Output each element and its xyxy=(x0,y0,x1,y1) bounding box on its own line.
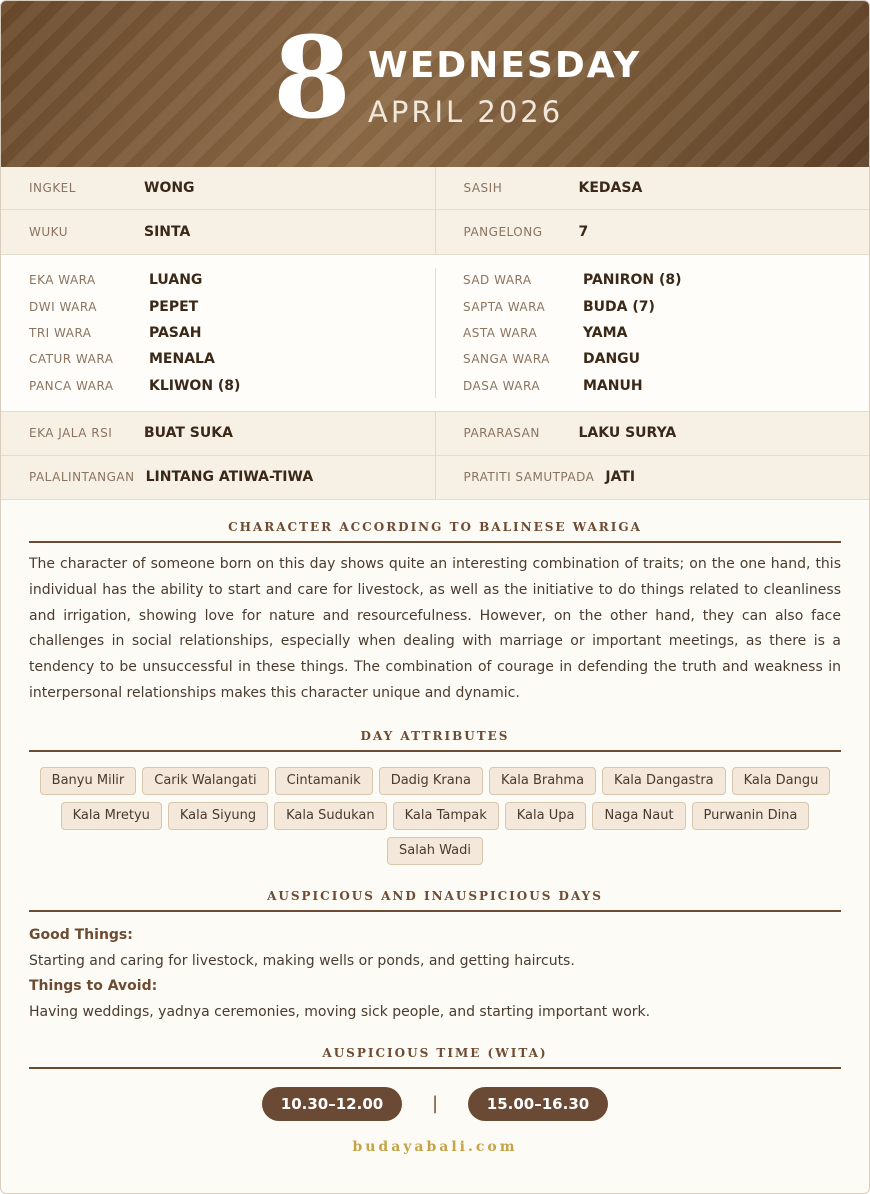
info-key: EKA JALA RSI xyxy=(29,426,113,441)
wara-key: SANGA WARA xyxy=(463,352,550,367)
attribute-chip: Banyu Milir xyxy=(40,767,137,795)
info-key: PRATITI SAMUTPADA xyxy=(463,470,595,485)
wara-value: PEPET xyxy=(149,298,199,315)
info-key: PALALINTANGAN xyxy=(29,470,135,485)
wara-value: BUDA (7) xyxy=(583,298,655,315)
wara-item xyxy=(435,293,869,319)
info-row-ekajala-pararasan xyxy=(1,412,869,456)
attribute-chip: Kala Sudukan xyxy=(274,802,386,830)
info-cell-eka-jala-rsi xyxy=(1,412,435,455)
info-key: PARARASAN xyxy=(463,426,540,441)
wara-item xyxy=(435,346,869,372)
info-key: PANGELONG xyxy=(463,225,543,239)
auspicious-section-title: AUSPICIOUS AND INAUSPICIOUS DAYS xyxy=(29,889,841,912)
attribute-chip: Kala Dangastra xyxy=(602,767,726,795)
wara-item xyxy=(1,293,435,319)
attribute-chip: Dadig Krana xyxy=(379,767,483,795)
character-text: The character of someone born on this day shows quite an interesting combination of traits; on the one hand, this individual has the ability to start and care for livestock, as well as the initiative to do things related to cleanliness and irrigation, showing love for nature and resourcefulness. However, on the other hand, they can also face challenges in social relationships, especially when dealing with marriage or important meetings, as there is a tendency to be unsuccessful in these things. The combination of courage in defending the truth and weakness in interpersonal relationships makes this character unique and dynamic. xyxy=(29,555,841,701)
wara-key: DASA WARA xyxy=(463,378,541,393)
attribute-chip: Carik Walangati xyxy=(142,767,268,795)
time-slots xyxy=(1,1087,869,1121)
info-value: BUAT SUKA xyxy=(144,425,233,442)
wara-key: ASTA WARA xyxy=(463,325,538,340)
wara-key: CATUR WARA xyxy=(29,352,114,367)
wara-divider xyxy=(435,268,436,398)
attribute-chip: Naga Naut xyxy=(592,802,685,830)
attribute-chip: Cintamanik xyxy=(275,767,373,795)
wara-value: PASAH xyxy=(149,324,202,341)
attribute-chip: Kala Upa xyxy=(505,802,587,830)
time-slot-pill: 15.00–16.30 xyxy=(468,1087,608,1121)
info-cell-sasih xyxy=(435,167,870,209)
wara-right-column xyxy=(435,267,869,399)
info-row-ingkel-sasih xyxy=(1,167,869,210)
wara-value: LUANG xyxy=(149,272,203,289)
wara-key: PANCA WARA xyxy=(29,378,114,393)
wara-item xyxy=(1,267,435,293)
wara-item xyxy=(435,373,869,399)
info-cell-pararasan xyxy=(435,412,870,455)
info-value: SINTA xyxy=(144,224,191,240)
wara-item xyxy=(1,346,435,372)
wara-value: DANGU xyxy=(583,351,641,368)
info-value: LAKU SURYA xyxy=(578,425,677,442)
info-cell-palalintangan xyxy=(1,456,435,499)
info-value: 7 xyxy=(578,224,589,240)
day-name: WEDNESDAY xyxy=(368,45,642,86)
good-things-text: Starting and caring for livestock, making wells or ponds, and getting haircuts. xyxy=(29,952,575,969)
time-slot-pill: 10.30–12.00 xyxy=(262,1087,402,1121)
info-key: SASIH xyxy=(463,181,503,195)
wara-key: SAD WARA xyxy=(463,273,532,288)
info-row-wuku-pangelong xyxy=(1,210,869,255)
things-to-avoid-label: Things to Avoid: xyxy=(29,978,158,995)
month-year: APRIL 2026 xyxy=(368,95,564,129)
wara-key: DWI WARA xyxy=(29,299,97,314)
info-value: LINTANG ATIWA-TIWA xyxy=(145,469,314,486)
info-key: INGKEL xyxy=(29,181,76,195)
wara-key: EKA WARA xyxy=(29,273,96,288)
attribute-chip: Salah Wadi xyxy=(387,837,483,865)
wara-value: YAMA xyxy=(583,324,628,341)
wara-value: PANIRON (8) xyxy=(583,272,682,289)
wara-key: SAPTA WARA xyxy=(463,299,546,314)
wara-item xyxy=(435,320,869,346)
info-value: WONG xyxy=(144,180,195,196)
wara-item xyxy=(435,267,869,293)
info-cell-pangelong xyxy=(435,210,870,254)
wara-item xyxy=(1,320,435,346)
attribute-chip: Kala Siyung xyxy=(168,802,268,830)
attribute-chip: Kala Tampak xyxy=(393,802,499,830)
info-value: JATI xyxy=(605,469,636,486)
wara-value: MANUH xyxy=(583,377,643,394)
info-cell-pratiti-samutpada xyxy=(435,456,870,499)
auspicious-time-section-title: AUSPICIOUS TIME (WITA) xyxy=(29,1046,841,1069)
attribute-chip-list xyxy=(29,767,841,865)
date-header xyxy=(1,1,869,167)
wara-left-column xyxy=(1,267,435,399)
time-separator: | xyxy=(431,1093,439,1115)
info-value: KEDASA xyxy=(578,180,643,196)
attributes-section-title: DAY ATTRIBUTES xyxy=(29,729,841,752)
wara-value: MENALA xyxy=(149,351,215,368)
attribute-chip: Kala Brahma xyxy=(489,767,596,795)
attribute-chip: Kala Dangu xyxy=(732,767,831,795)
character-section-title: CHARACTER ACCORDING TO BALINESE WARIGA xyxy=(29,520,841,543)
auspicious-content xyxy=(29,912,841,1026)
footer-site-name: budayabali.com xyxy=(352,1138,518,1155)
info-cell-wuku xyxy=(1,210,435,254)
attribute-chip: Purwanin Dina xyxy=(692,802,810,830)
info-key: WUKU xyxy=(29,225,68,239)
wara-item xyxy=(1,373,435,399)
things-to-avoid-text: Having weddings, yadnya ceremonies, moving sick people, and starting important work. xyxy=(29,1004,651,1021)
info-row-palalintangan-pratiti xyxy=(1,456,869,500)
day-number: 8 xyxy=(273,13,351,144)
wara-value: KLIWON (8) xyxy=(149,377,241,394)
attribute-chip: Kala Mretyu xyxy=(61,802,162,830)
good-things-label: Good Things: xyxy=(29,926,133,943)
info-cell-ingkel xyxy=(1,167,435,209)
wara-key: TRI WARA xyxy=(29,325,92,340)
